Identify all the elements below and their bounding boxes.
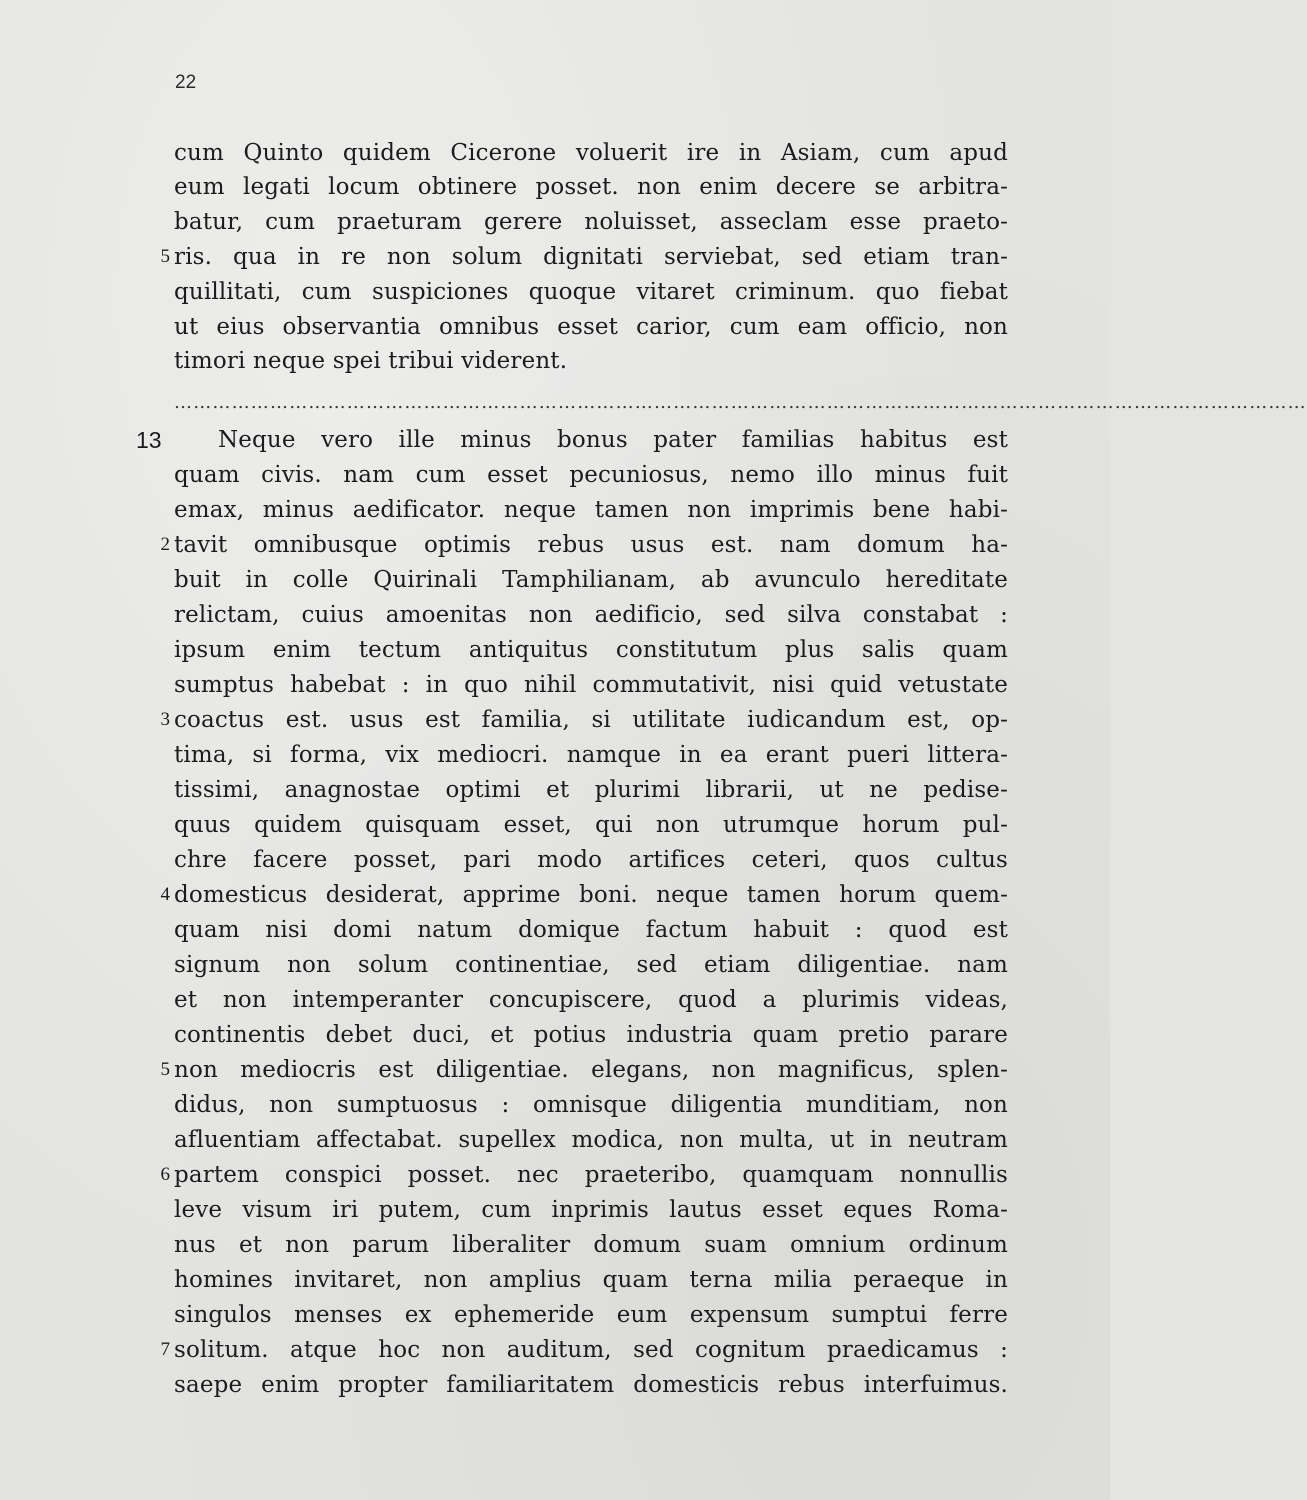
text-line: emax, minus aedificator. neque tamen non imprimis bene habi- — [174, 497, 1008, 523]
section-number: 13 — [136, 427, 162, 453]
line-number: 2 — [160, 534, 170, 555]
line-number: 7 — [160, 1339, 170, 1360]
text-line: homines invitaret, non amplius quam terna milia peraeque in — [174, 1267, 1008, 1293]
text-line: partem conspici posset. nec praeteribo, quamquam nonnullis — [174, 1162, 1008, 1188]
text-line: batur, cum praeturam gerere noluisset, asseclam esse praeto- — [174, 209, 1008, 235]
text-line: signum non solum continentiae, sed etiam diligentiae. nam — [174, 952, 1008, 978]
text-line: ut eius observantia omnibus esset carior, cum eam officio, non — [174, 314, 1008, 340]
omission-dots: …………………………………………………………………………………………………………………………………………………………… — [174, 392, 1307, 413]
text-line: tissimi, anagnostae optimi et plurimi librarii, ut ne pedise- — [174, 777, 1008, 803]
line-number: 5 — [160, 1059, 170, 1080]
line-number: 5 — [160, 246, 170, 267]
text-line: relictam, cuius amoenitas non aedificio, sed silva constabat : — [174, 602, 1008, 628]
text-line: non mediocris est diligentiae. elegans, non magnificus, splen- — [174, 1057, 1008, 1083]
text-line: didus, non sumptuosus : omnisque diligentia munditiam, non — [174, 1092, 1008, 1118]
text-line: nus et non parum liberaliter domum suam omnium ordinum — [174, 1232, 1008, 1258]
text-line: timori neque spei tribui viderent. — [174, 348, 568, 374]
line-number: 6 — [160, 1164, 170, 1185]
text-line: quam civis. nam cum esset pecuniosus, nemo illo minus fuit — [174, 462, 1008, 488]
text-line: quam nisi domi natum domique factum habuit : quod est — [174, 917, 1008, 943]
text-line: continentis debet duci, et potius industria quam pretio parare — [174, 1022, 1008, 1048]
text-line: et non intemperanter concupiscere, quod a plurimis videas, — [174, 987, 1008, 1013]
text-line: leve visum iri putem, cum inprimis lautus esset eques Roma- — [174, 1197, 1008, 1223]
text-line: coactus est. usus est familia, si utilitate iudicandum est, op- — [174, 707, 1008, 733]
text-line: quus quidem quisquam esset, qui non utrumque horum pul- — [174, 812, 1008, 838]
text-line: singulos menses ex ephemeride eum expensum sumptui ferre — [174, 1302, 1008, 1328]
text-line: sumptus habebat : in quo nihil commutativit, nisi quid vetustate — [174, 672, 1008, 698]
page-number: 22 — [175, 72, 197, 93]
text-line: quillitati, cum suspiciones quoque vitaret criminum. quo fiebat — [174, 279, 1008, 305]
text-line: eum legati locum obtinere posset. non enim decere se arbitra- — [174, 174, 1008, 200]
text-line: saepe enim propter familiaritatem domesticis rebus interfuimus. — [174, 1372, 1008, 1398]
text-line: domesticus desiderat, apprime boni. neque tamen horum quem- — [174, 882, 1008, 908]
text-line: tima, si forma, vix mediocri. namque in ea erant pueri littera- — [174, 742, 1008, 768]
text-line: solitum. atque hoc non auditum, sed cognitum praedicamus : — [174, 1337, 1008, 1363]
text-line: Neque vero ille minus bonus pater familias habitus est — [218, 427, 1008, 453]
text-line: buit in colle Quirinali Tamphilianam, ab avunculo hereditate — [174, 567, 1008, 593]
line-number: 4 — [160, 884, 170, 905]
line-number: 3 — [160, 709, 170, 730]
text-line: ipsum enim tectum antiquitus constitutum plus salis quam — [174, 637, 1008, 663]
text-line: tavit omnibusque optimis rebus usus est. nam domum ha- — [174, 532, 1008, 558]
text-line: cum Quinto quidem Cicerone voluerit ire in Asiam, cum apud — [174, 140, 1008, 166]
text-line: ris. qua in re non solum dignitati serviebat, sed etiam tran- — [174, 244, 1008, 270]
text-line: chre facere posset, pari modo artifices ceteri, quos cultus — [174, 847, 1008, 873]
text-line: afluentiam affectabat. supellex modica, non multa, ut in neutram — [174, 1127, 1008, 1153]
